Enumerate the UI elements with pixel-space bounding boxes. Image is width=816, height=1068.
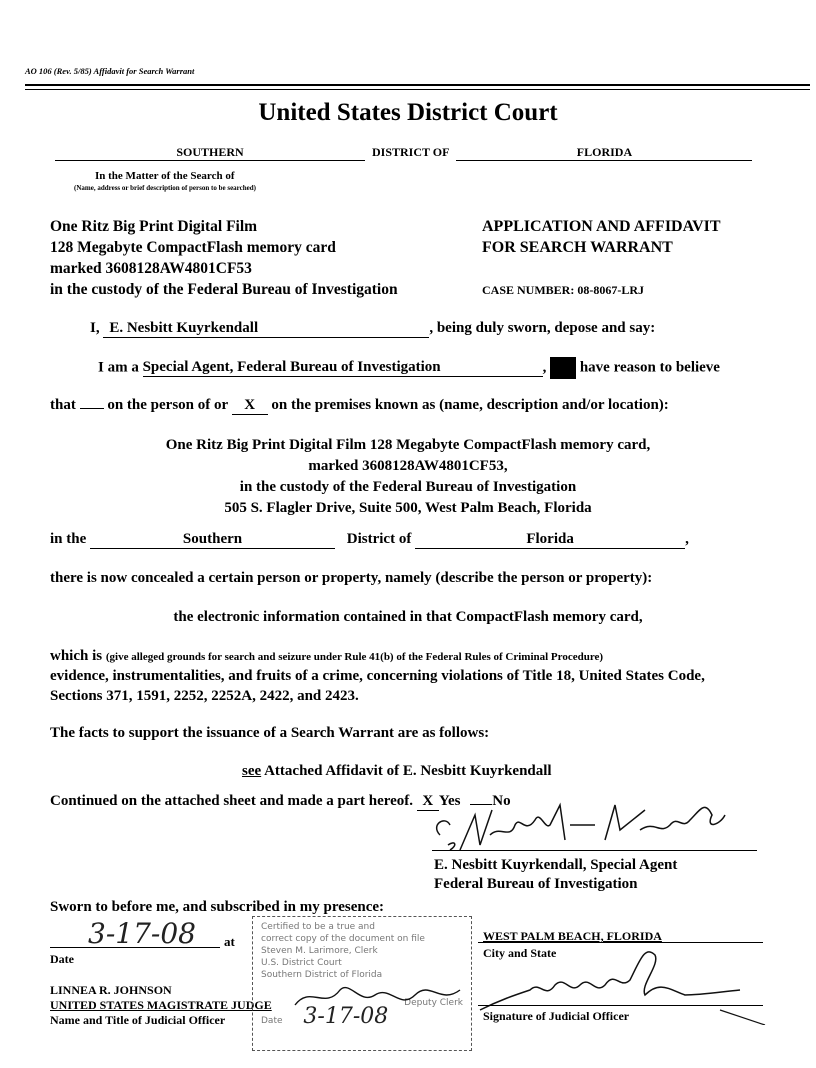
premises-person: on the person of or <box>107 397 228 413</box>
concealed-text: there is now concealed a certain person or property, namely (describe the person or property): <box>50 570 653 586</box>
header-rule-thin <box>25 89 810 90</box>
role-title-field: Special Agent, Federal Bureau of Investigation <box>143 359 543 377</box>
affiant-signature-line <box>432 850 757 851</box>
at-label: at <box>224 934 235 949</box>
application-title-line: APPLICATION AND AFFIDAVIT <box>482 218 721 235</box>
signer-block <box>434 856 677 894</box>
role-suffix: have reason to believe <box>579 359 720 376</box>
stamp-line: Steven M. Larimore, Clerk <box>261 946 378 956</box>
stamp-date-value: 3-17-08 <box>303 1004 389 1029</box>
stamp-line: Certified to be a true and <box>261 922 375 932</box>
role-prefix: I am a <box>98 359 139 376</box>
matter-item-line: marked 3608128AW4801CF53 <box>50 260 252 277</box>
no-label: No <box>492 793 511 809</box>
city-label: City and State <box>483 946 557 960</box>
premises-line <box>50 397 669 415</box>
stamp-line: Southern District of Florida <box>261 970 383 980</box>
officer-label: Name and Title of Judicial Officer <box>50 1013 226 1027</box>
date-label: Date <box>50 952 74 966</box>
see-word: see <box>242 763 262 779</box>
matter-item-line: in the custody of the Federal Bureau of Investigation <box>50 281 398 298</box>
clerk-signature <box>290 965 470 1025</box>
premises-mark: X <box>232 397 268 415</box>
district-field: Southern <box>90 531 335 549</box>
form-identifier: AO 106 (Rev. 5/85) Affidavit for Search Warrant <box>25 66 195 76</box>
affiant-suffix: , being duly sworn, depose and say: <box>429 320 656 336</box>
handwritten-date: 3-17-08 <box>88 917 196 950</box>
yes-mark: X <box>417 793 439 811</box>
date-line <box>50 947 220 948</box>
affiant-line <box>90 320 655 338</box>
district-right-field: FLORIDA <box>456 145 752 161</box>
matter-item <box>50 216 398 300</box>
officer-title: UNITED STATES MAGISTRATE JUDGE <box>50 998 272 1012</box>
district-header <box>55 145 752 161</box>
location-line: marked 3608128AW4801CF53, <box>308 458 508 474</box>
signer-name: E. Nesbitt Kuyrkendall, Special Agent <box>434 857 678 873</box>
grounds-note: (give alleged grounds for search and seizure under Rule 41(b) of the Federal Rules of Criminal Procedure) <box>105 651 604 663</box>
see-affidavit <box>242 763 552 780</box>
grounds-line-1: evidence, instrumentalities, and fruits of a crime, concerning violations of Title 18, United States Code, <box>50 668 705 684</box>
matter-item-line: One Ritz Big Print Digital Film <box>50 218 258 235</box>
sworn-text: Sworn to before me, and subscribed in my presence: <box>50 899 385 915</box>
signature-line <box>478 1005 763 1006</box>
court-title: United States District Court <box>258 99 558 126</box>
premises-rest: on the premises known as (name, description and/or location): <box>271 397 669 413</box>
location-block <box>0 435 816 519</box>
continued-text: Continued on the attached sheet and made a part hereof. <box>50 793 414 809</box>
in-the-label: in the <box>50 531 87 547</box>
redaction-box <box>550 357 576 379</box>
role-line <box>98 357 720 379</box>
stamp-date-label: Date <box>261 1016 283 1026</box>
case-number: CASE NUMBER: 08-8067-LRJ <box>482 283 644 297</box>
facts-text: The facts to support the issuance of a Search Warrant are as follows: <box>50 725 490 741</box>
stamp-line: U.S. District Court <box>261 958 342 968</box>
district-of-label: DISTRICT OF <box>372 145 450 159</box>
grounds-line-2: Sections 371, 1591, 2252, 2252A, 2422, and 2423. <box>50 688 359 704</box>
district-line <box>50 531 689 549</box>
location-line: in the custody of the Federal Bureau of Investigation <box>239 479 577 495</box>
state-field: Florida <box>415 531 685 549</box>
officer-block <box>50 983 272 1028</box>
location-line: One Ritz Big Print Digital Film 128 Megabyte CompactFlash memory card, <box>165 437 651 453</box>
officer-name: LINNEA R. JOHNSON <box>50 983 172 997</box>
district-left-field: SOUTHERN <box>55 145 365 161</box>
yes-label: Yes <box>438 793 461 809</box>
district-of-label: District of <box>346 531 412 547</box>
stamp-line: correct copy of the document on file <box>261 934 425 944</box>
application-title <box>482 216 721 258</box>
location-line: 505 S. Flagler Drive, Suite 500, West Palm Beach, Florida <box>224 500 592 516</box>
role-comma: , <box>542 359 547 376</box>
affiant-prefix: I, <box>90 320 100 336</box>
header-rule <box>25 84 810 86</box>
stamp-deputy: Deputy Clerk <box>404 998 463 1008</box>
city-value: WEST PALM BEACH, FLORIDA <box>483 929 662 943</box>
person-blank <box>80 408 104 409</box>
application-title-line: FOR SEARCH WARRANT <box>482 239 673 256</box>
matter-note: (Name, address or brief description of person to be searched) <box>74 184 256 192</box>
signature-label: Signature of Judicial Officer <box>483 1009 630 1023</box>
see-rest: Attached Affidavit of E. Nesbitt Kuyrkendall <box>264 763 552 779</box>
signer-agency: Federal Bureau of Investigation <box>434 876 638 892</box>
property-text: the electronic information contained in that CompactFlash memory card, <box>173 609 643 625</box>
affiant-name-field: E. Nesbitt Kuyrkendall <box>103 320 429 338</box>
which-is-label: which is <box>50 648 103 664</box>
grounds-line <box>50 648 603 665</box>
premises-that: that <box>50 397 76 413</box>
district-comma: , <box>685 531 689 547</box>
matter-item-line: 128 Megabyte CompactFlash memory card <box>50 239 336 256</box>
grounds-text <box>50 666 705 706</box>
matter-label: In the Matter of the Search of <box>95 170 235 182</box>
